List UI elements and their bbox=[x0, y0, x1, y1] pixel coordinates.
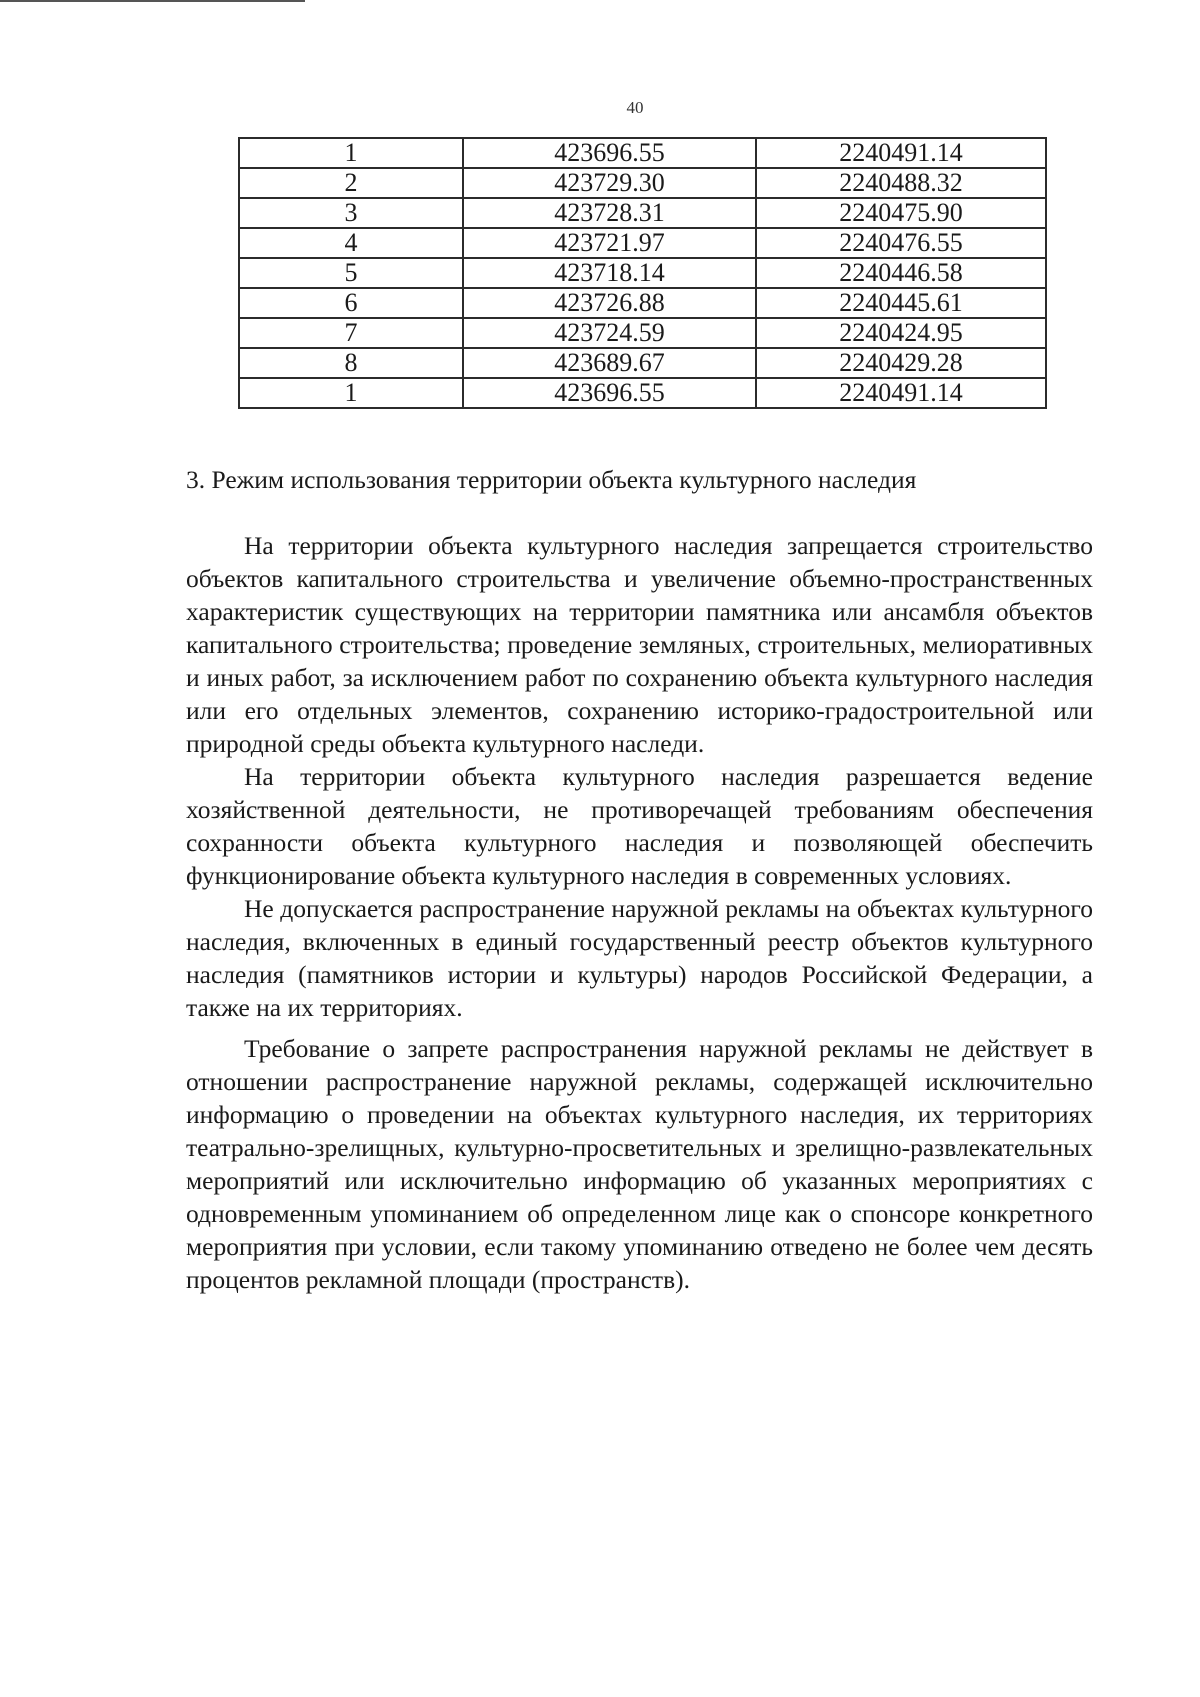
y-coordinate-cell: 2240424.95 bbox=[756, 318, 1046, 348]
x-coordinate-cell: 423696.55 bbox=[463, 138, 756, 168]
paragraph-permitted-activity: На территории объекта культурного наследия разрешается ведение хозяйственной деятельности, не противоречащей требованиям обеспечения сохранности объекта культурного наследия и позволяющей обеспечить функционирование объекта культурного наследия в современных условиях. bbox=[186, 762, 1093, 890]
point-number-cell: 6 bbox=[239, 288, 463, 318]
x-coordinate-cell: 423721.97 bbox=[463, 228, 756, 258]
y-coordinate-cell: 2240429.28 bbox=[756, 348, 1046, 378]
y-coordinate-cell: 2240491.14 bbox=[756, 138, 1046, 168]
point-number-cell: 1 bbox=[239, 138, 463, 168]
point-number-cell: 1 bbox=[239, 378, 463, 408]
y-coordinate-cell: 2240475.90 bbox=[756, 198, 1046, 228]
y-coordinate-cell: 2240491.14 bbox=[756, 378, 1046, 408]
table-row bbox=[239, 198, 1046, 228]
table-row bbox=[239, 228, 1046, 258]
point-number-cell: 3 bbox=[239, 198, 463, 228]
point-number-cell: 5 bbox=[239, 258, 463, 288]
x-coordinate-cell: 423729.30 bbox=[463, 168, 756, 198]
point-number-cell: 8 bbox=[239, 348, 463, 378]
point-number-cell: 2 bbox=[239, 168, 463, 198]
y-coordinate-cell: 2240445.61 bbox=[756, 288, 1046, 318]
document-body bbox=[186, 463, 1093, 1296]
x-coordinate-cell: 423728.31 bbox=[463, 198, 756, 228]
section-heading: 3. Режим использования территории объекта культурного наследия bbox=[186, 465, 917, 494]
table-row bbox=[239, 138, 1046, 168]
y-coordinate-cell: 2240476.55 bbox=[756, 228, 1046, 258]
table-row bbox=[239, 168, 1046, 198]
scan-top-rule bbox=[0, 0, 305, 2]
paragraph-advertising-exception: Требование о запрете распространения наружной рекламы не действует в отношении распространение наружной рекламы, содержащей исключительно информацию о проведении на объектах культурного наследия, их территориях театрально-зрелищных, культурно-просветительных и зрелищно-развлекательных мероприятий или исключительно информацию об указанных мероприятиях с одновременным упоминанием об определенном лице как о спонсоре конкретного мероприятия при условии, если такому упоминанию отведено не более чем десять процентов рекламной площади (пространств). bbox=[186, 1034, 1093, 1294]
coordinates-table bbox=[238, 137, 1047, 409]
point-number-cell: 4 bbox=[239, 228, 463, 258]
table-row bbox=[239, 348, 1046, 378]
point-number-cell: 7 bbox=[239, 318, 463, 348]
table-row bbox=[239, 318, 1046, 348]
table-row bbox=[239, 378, 1046, 408]
x-coordinate-cell: 423689.67 bbox=[463, 348, 756, 378]
table-row bbox=[239, 258, 1046, 288]
x-coordinate-cell: 423726.88 bbox=[463, 288, 756, 318]
table-row bbox=[239, 288, 1046, 318]
x-coordinate-cell: 423696.55 bbox=[463, 378, 756, 408]
y-coordinate-cell: 2240488.32 bbox=[756, 168, 1046, 198]
paragraph-prohibitions: На территории объекта культурного наследия запрещается строительство объектов капитального строительства и увеличение объемно-пространственных характеристик существующих на территории памятника или ансамбля объектов капитального строительства; проведение земляных, строительных, мелиоративных и иных работ, за исключением работ по сохранению объекта культурного наследия или его отдельных элементов, сохранению историко-градостроительной или природной среды объекта культурного наследи. bbox=[186, 531, 1093, 758]
y-coordinate-cell: 2240446.58 bbox=[756, 258, 1046, 288]
page-number: 40 bbox=[626, 98, 644, 117]
x-coordinate-cell: 423718.14 bbox=[463, 258, 756, 288]
x-coordinate-cell: 423724.59 bbox=[463, 318, 756, 348]
paragraph-advertising-ban: Не допускается распространение наружной рекламы на объектах культурного наследия, включенных в единый государственный реестр объектов культурного наследия (памятников истории и культуры) народов Российской Федерации, а также на их территориях. bbox=[186, 894, 1093, 1022]
